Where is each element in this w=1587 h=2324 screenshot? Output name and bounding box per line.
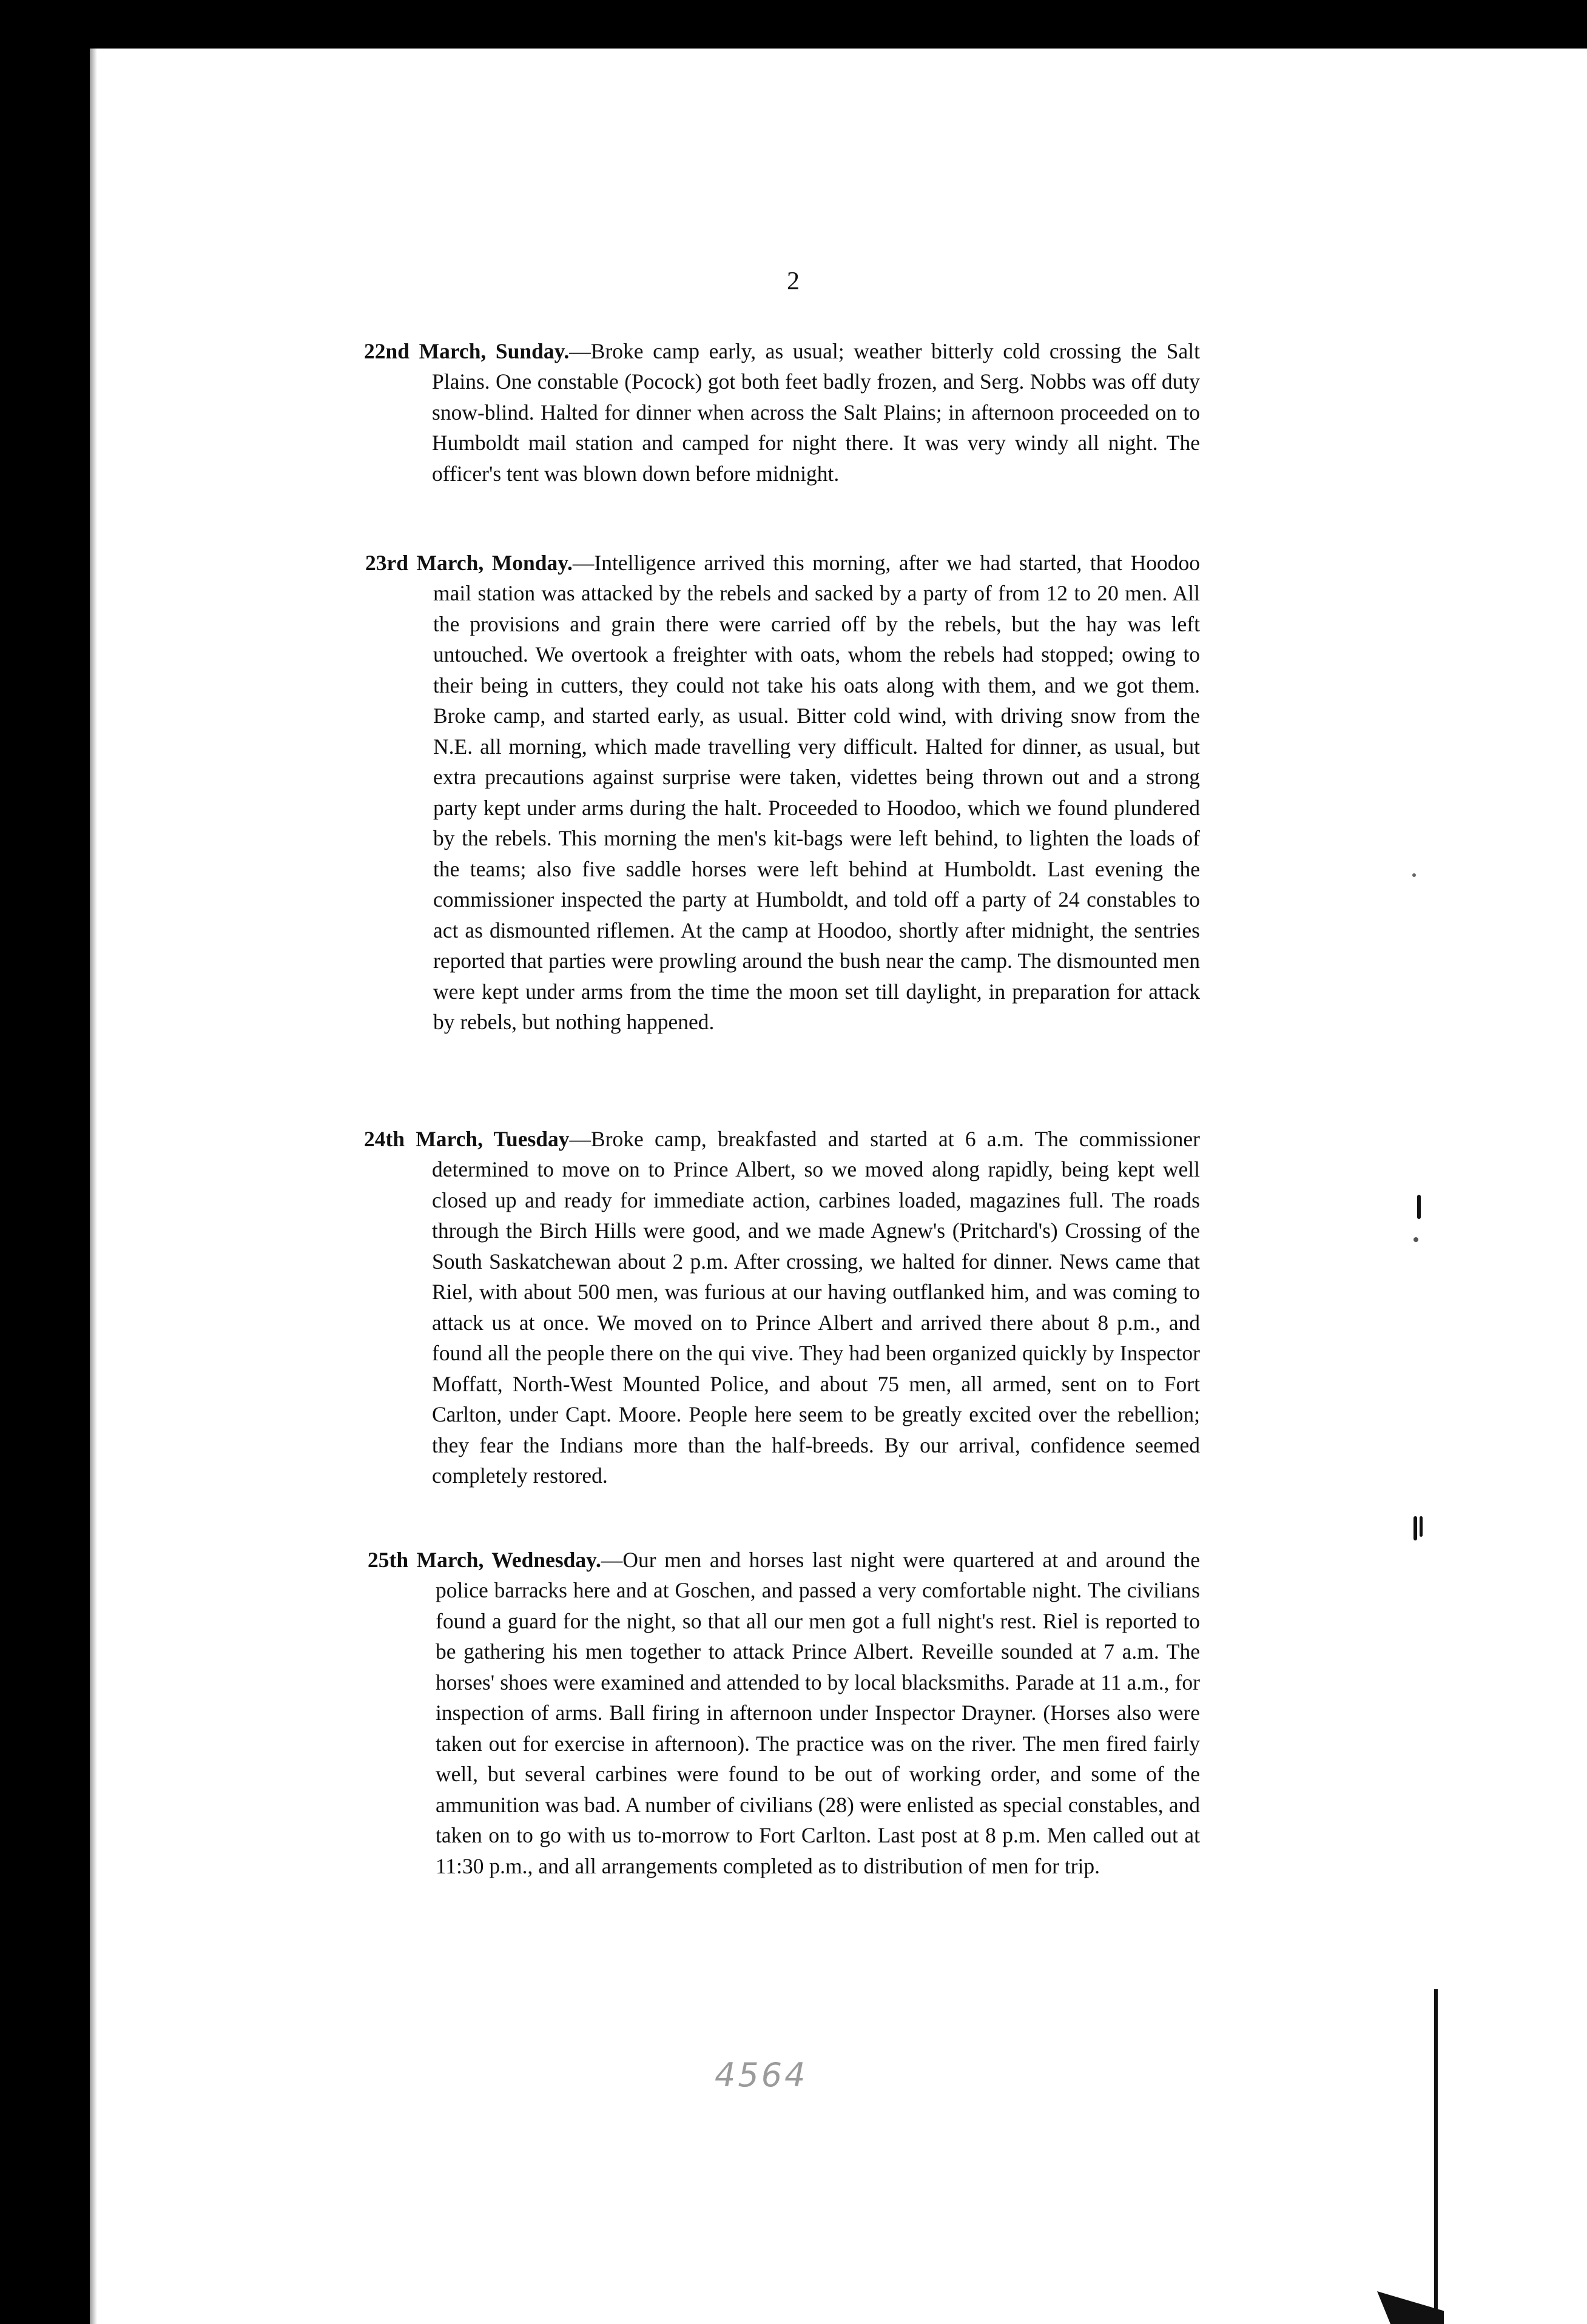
diary-entry	[364, 1124, 1200, 1491]
scan-artifact-mark	[1417, 1195, 1421, 1219]
entry-text: —Broke camp, breakfasted and started at 6 a.m. The commissioner determined to move on to Prince Albert, so we moved along rapidly, being kept well closed up and ready for immediate action, carbines loaded, magazines full. The roads through the Birch Hills were good, and we made Agnew's (Pritchard's) Crossing of the South Saskatchewan about 2 p.m. After crossing, we halted for dinner. News came that Riel, with about 500 men, was furious at our having outflanked him, and was coming to attack us at once. We moved on to Prince Albert and arrived there about 8 p.m., and found all the people there on the qui vive. They had been organized quickly by Inspector Moffatt, North-West Mounted Police, and about 75 men, all armed, sent on to Fort Carlton, under Capt. Moore. People here seem to be greatly excited over the rebellion; they fear the Indians more than the half-breeds. By our arrival, confidence seemed completely restored.	[432, 1126, 1200, 1488]
entry-date: 22nd March, Sunday.	[364, 338, 570, 363]
scan-edge-line	[1434, 1989, 1438, 2324]
scan-artifact-mark	[1420, 1516, 1423, 1537]
scan-artifact-mark	[1413, 1516, 1417, 1540]
entry-text: —Intelligence arrived this morning, after we had started, that Hoodoo mail station was attacked by the rebels and sacked by a party of from 12 to 20 men. All the provisions and grain there were carried off by the rebels, but the hay was left untouched. We overtook a freighter with oats, whom the rebels had stopped; owing to their being in cutters, they could not take his oats along with them, and we got them. Broke camp, and started early, as usual. Bitter cold wind, with driving snow from the N.E. all morning, which made travelling very difficult. Halted for dinner, as usual, but extra precautions against surprise were taken, videttes being thrown out and a strong party kept under arms during the halt. Proceeded to Hoodoo, which we found plundered by the rebels. This morning the men's kit-bags were left behind, to lighten the loads of the teams; also five saddle horses were left behind at Humboldt. Last evening the commissioner inspected the party at Humboldt, and told off a party of 24 constables to act as dismounted riflemen. At the camp at Hoodoo, shortly after midnight, the sentries reported that parties were prowling around the bush near the camp. The dismounted men were kept under arms from the time the moon set till daylight, in preparation for attack by rebels, but nothing happened.	[433, 550, 1200, 1034]
entry-text: —Broke camp early, as usual; weather bitterly cold crossing the Salt Plains. One constable (Pocock) got both feet badly frozen, and Serg. Nobbs was off duty snow-blind. Halted for dinner when across the Salt Plains; in afternoon proceeded on to Humboldt mail station and camped for night there. It was very windy all night. The officer's tent was blown down before midnight.	[432, 338, 1200, 486]
diary-entry	[368, 1545, 1200, 1882]
entry-date: 23rd March, Monday.	[365, 550, 573, 575]
handwritten-note: 4564	[715, 2056, 808, 2094]
diary-entry	[364, 336, 1200, 489]
diary-entry	[365, 548, 1200, 1038]
entry-date: 24th March, Tuesday	[364, 1126, 570, 1151]
entry-text: —Our men and horses last night were quartered at and around the police barracks here and at Goschen, and passed a very comfortable night. The civilians found a guard for the night, so that all our men got a full night's rest. Riel is reported to be gathering his men together to attack Prince Albert. Reveille sounded at 7 a.m. The horses' shoes were examined and attended to by local blacksmiths. Parade at 11 a.m., for inspection of arms. Ball firing in afternoon under Inspector Drayner. (Horses also were taken out for exercise in afternoon). The practice was on the river. The men fired fairly well, but several carbines were found to be out of working order, and some of the ammunition was bad. A number of civilians (28) were enlisted as special constables, and taken on to go with us to-morrow to Fort Carlton. Last post at 8 p.m. Men called out at 11:30 p.m., and all arrangements completed as to distribution of men for trip.	[436, 1547, 1201, 1878]
page-number: 2	[787, 267, 800, 295]
entry-date: 25th March, Wednesday.	[368, 1547, 601, 1572]
page-edge-shadow	[90, 49, 97, 2324]
scan-speck	[1413, 1237, 1418, 1242]
scan-speck	[1412, 873, 1416, 877]
